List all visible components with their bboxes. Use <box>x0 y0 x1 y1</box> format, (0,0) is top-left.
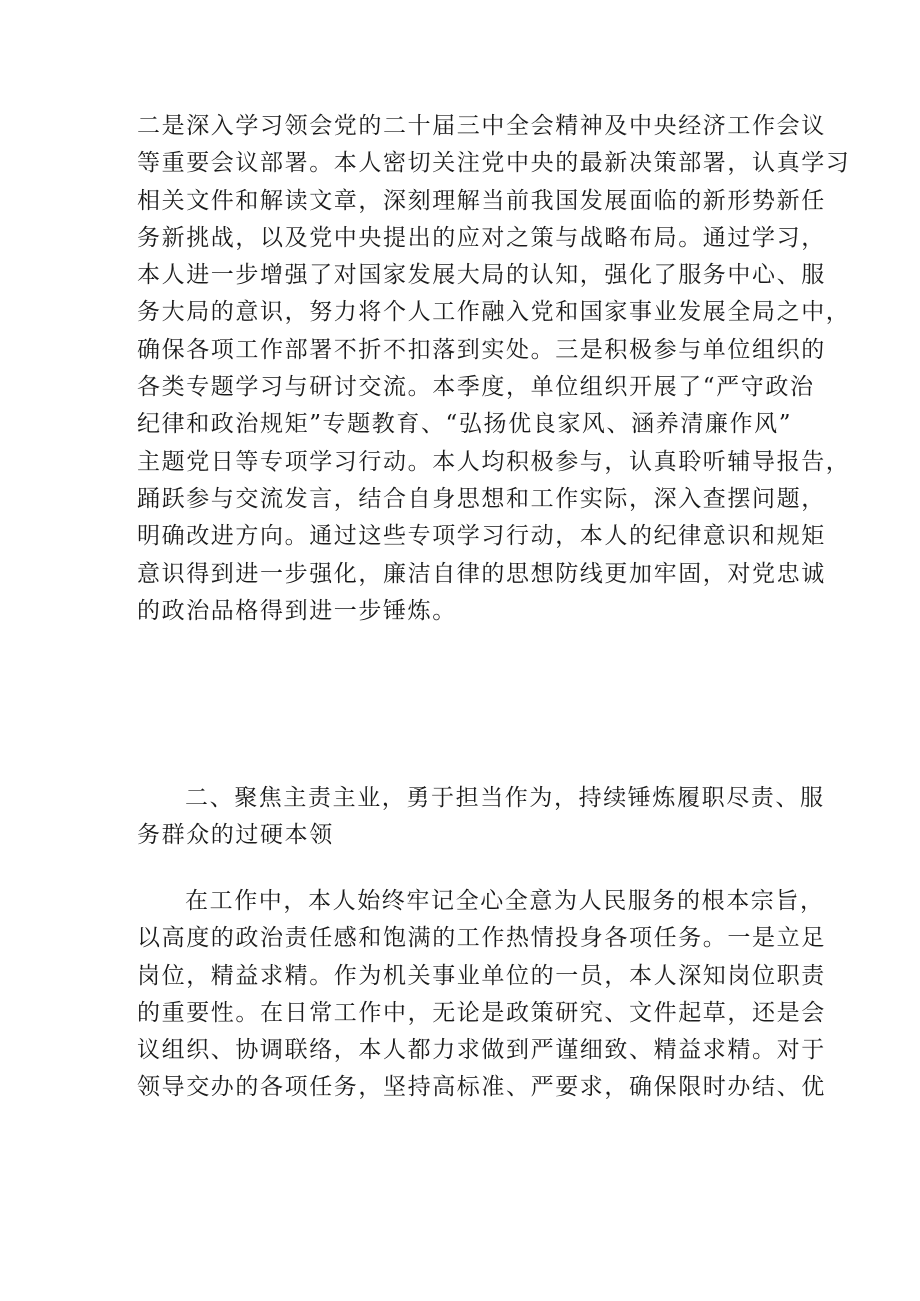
heading-line: 务群众的过硬本领 <box>137 822 334 849</box>
body-paragraph <box>137 883 826 1107</box>
section-heading <box>137 780 825 855</box>
text-line: 主题党日等专项学习行动。本人均积极参与，认真聆听辅导报告， <box>137 448 851 475</box>
text-line: 踊跃参与交流发言，结合自身思想和工作实际，深入查摆问题， <box>137 485 826 512</box>
text-line: 二是深入学习领会党的二十届三中全会精神及中央经济工作会议 <box>137 113 826 139</box>
text-line: 的政治品格得到进一步锤炼。 <box>137 597 457 624</box>
text-line: 务大局的意识，努力将个人工作融入党和国家事业发展全局之中， <box>137 299 851 326</box>
text-line: 岗位，精益求精。作为机关事业单位的一员，本人深知岗位职责 <box>137 962 826 989</box>
text-line: 在工作中，本人始终牢记全心全意为人民服务的根本宗旨， <box>185 888 825 914</box>
text-line: 意识得到进一步强化，廉洁自律的思想防线更加牢固，对党忠诚 <box>137 560 826 587</box>
text-line: 本人进一步增强了对国家发展大局的认知，强化了服务中心、服 <box>137 262 826 289</box>
text-line: 领导交办的各项任务，坚持高标准、严要求，确保限时办结、优 <box>137 1074 826 1101</box>
text-line: 各类专题学习与研讨交流。本季度，单位组织开展了“严守政治 <box>137 374 815 401</box>
text-line: 以高度的政治责任感和饱满的工作热情投身各项任务。一是立足 <box>137 925 826 952</box>
text-line: 议组织、协调联络，本人都力求做到严谨细致、精益求精。对于 <box>137 1037 826 1064</box>
heading-line: 二、聚焦主责主业，勇于担当作为，持续锤炼履职尽责、服 <box>185 785 825 811</box>
text-line: 等重要会议部署。本人密切关注党中央的最新决策部署，认真学习 <box>137 150 851 177</box>
text-line: 确保各项工作部署不折不扣落到实处。三是积极参与单位组织的 <box>137 336 826 363</box>
body-paragraph <box>137 108 851 630</box>
text-line: 纪律和政治规矩”专题教育、“弘扬优良家风、涵养清廉作风” <box>137 411 793 438</box>
text-line: 务新挑战，以及党中央提出的应对之策与战略布局。通过学习， <box>137 224 826 251</box>
text-line: 相关文件和解读文章，深刻理解当前我国发展面临的新形势新任 <box>137 187 826 214</box>
text-line: 的重要性。在日常工作中，无论是政策研究、文件起草，还是会 <box>137 999 826 1026</box>
text-line: 明确改进方向。通过这些专项学习行动，本人的纪律意识和规矩 <box>137 523 826 550</box>
